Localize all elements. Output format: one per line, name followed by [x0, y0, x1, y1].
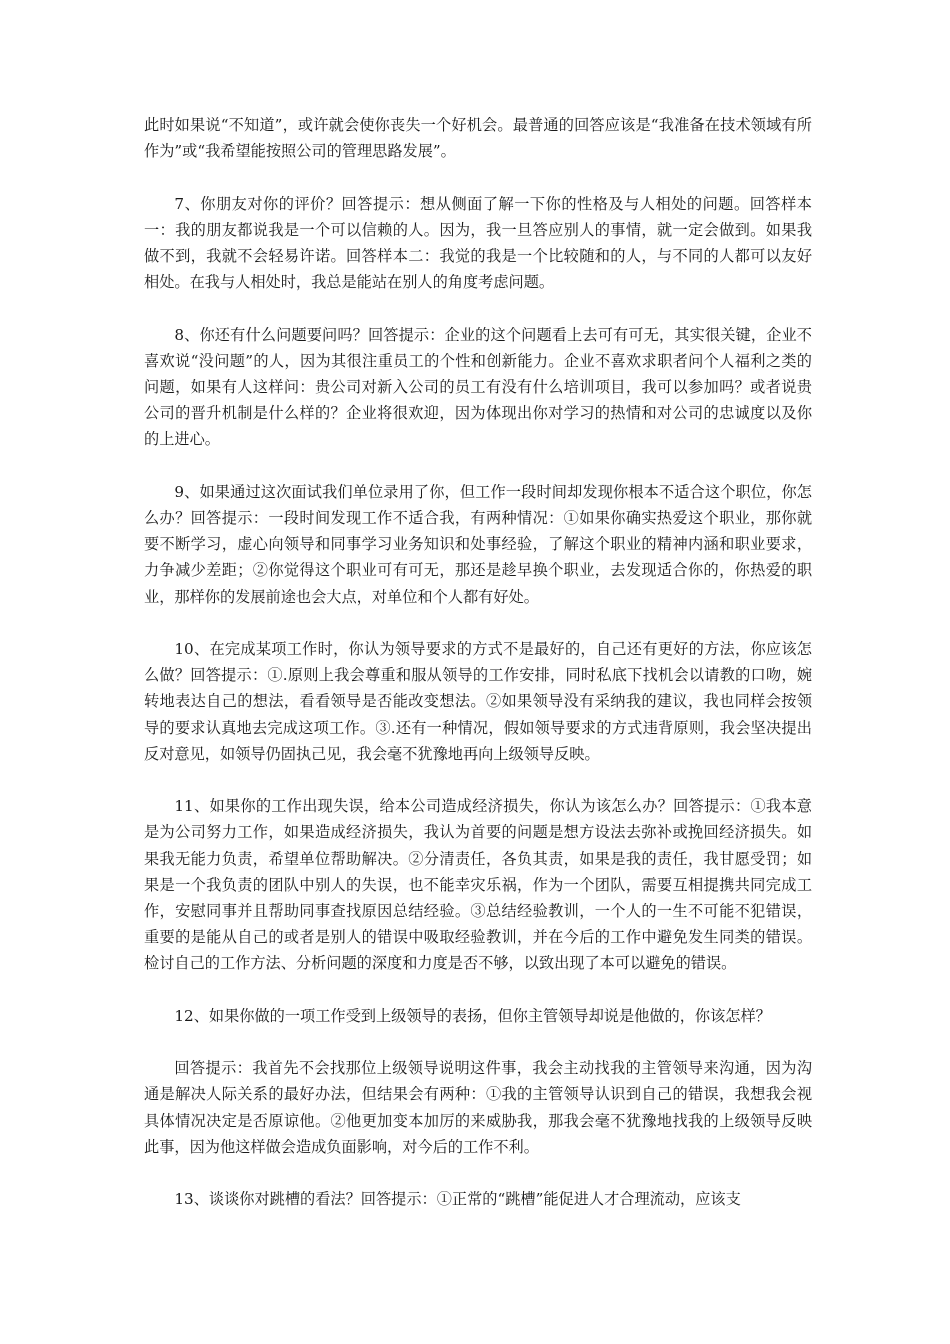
document-page — [144, 112, 812, 1239]
paragraph-q7: 7、你朋友对你的评价？回答提示：想从侧面了解一下你的性格及与人相处的问题。回答样本一：我的朋友都说我是一个可以信赖的人。因为，我一旦答应别人的事情，就一定会做到。如果我做不到，我就不会轻易许诺。回答样本二：我觉的我是一个比较随和的人，与不同的人都可以友好相处。在我与人相处时，我总是能站在别人的角度考虑问题。 — [144, 194, 812, 292]
paragraph-q8: 8、你还有什么问题要问吗？回答提示：企业的这个问题看上去可有可无，其实很关键，企业不喜欢说“没问题”的人，因为其很注重员工的个性和创新能力。企业不喜欢求职者问个人福利之类的问题，如果有人这样问：贵公司对新入公司的员工有没有什么培训项目，我可以参加吗？或者说贵公司的晋升机制是什么样的？企业将很欢迎，因为体现出你对学习的热情和对公司的忠诚度以及你的上进心。 — [144, 325, 812, 449]
paragraph-q12-answer: 回答提示：我首先不会找那位上级领导说明这件事，我会主动找我的主管领导来沟通，因为沟通是解决人际关系的最好办法，但结果会有两种：①我的主管领导认识到自己的错误，我想我会视具体情况决定是否原谅他。②他更加变本加厉的来威胁我，那我会毫不犹豫地找我的上级领导反映此事，因为他这样做会造成负面影响，对今后的工作不利。 — [144, 1059, 812, 1156]
paragraph-q12: 12、如果你做的一项工作受到上级领导的表扬，但你主管领导却说是他做的，你该怎样？ — [174, 1006, 771, 1025]
paragraph-q9: 9、如果通过这次面试我们单位录用了你，但工作一段时间却发现你根本不适合这个职位，你怎么办？回答提示：一段时间发现工作不适合我，有两种情况：①如果你确实热爱这个职业，那你就要不断学习，虚心向领导和同事学习业务知识和处事经验，了解这个职业的精神内涵和职业要求，力争减少差距；②你觉得这个职业可有可无，那还是趁早换个职业，去发现适合你的，你热爱的职业，那样你的发展前途也会大点，对单位和个人都有好处。 — [144, 482, 812, 606]
paragraph-q13: 13、谈谈你对跳槽的看法？回答提示：①正常的“跳槽”能促进人才合理流动，应该支 — [174, 1190, 741, 1209]
paragraph-continuation: 此时如果说“不知道”，或许就会使你丧失一个好机会。最普通的回答应该是“我准备在技术领域有所作为”或“我希望能按照公司的管理思路发展”。 — [144, 116, 812, 161]
paragraph-q10: 10、在完成某项工作时，你认为领导要求的方式不是最好的，自己还有更好的方法，你应该怎么做？回答提示：①.原则上我会尊重和服从领导的工作安排，同时私底下找机会以请教的口吻，婉转地表达自己的想法，看看领导是否能改变想法。②如果领导没有采纳我的建议，我也同样会按领导的要求认真地去完成这项工作。③.还有一种情况，假如领导要求的方式违背原则，我会坚决提出反对意见，如领导仍固执己见，我会毫不犹豫地再向上级领导反映。 — [144, 640, 812, 763]
paragraph-q11: 11、如果你的工作出现失误，给本公司造成经济损失，你认为该怎么办？回答提示：①我本意是为公司努力工作，如果造成经济损失，我认为首要的问题是想方设法去弥补或挽回经济损失。如果我无能力负责，希望单位帮助解决。②分清责任，各负其责，如果是我的责任，我甘愿受罚；如果是一个我负责的团队中别人的失误，也不能幸灾乐祸，作为一个团队，需要互相提携共同完成工作，安慰同事并且帮助同事查找原因总结经验。③总结经验教训，一个人的一生不可能不犯错误，重要的是能从自己的或者是别人的错误中吸取经验教训，并在今后的工作中避免发生同类的错误。检讨自己的工作方法、分析问题的深度和力度是否不够，以致出现了本可以避免的错误。 — [144, 797, 812, 973]
